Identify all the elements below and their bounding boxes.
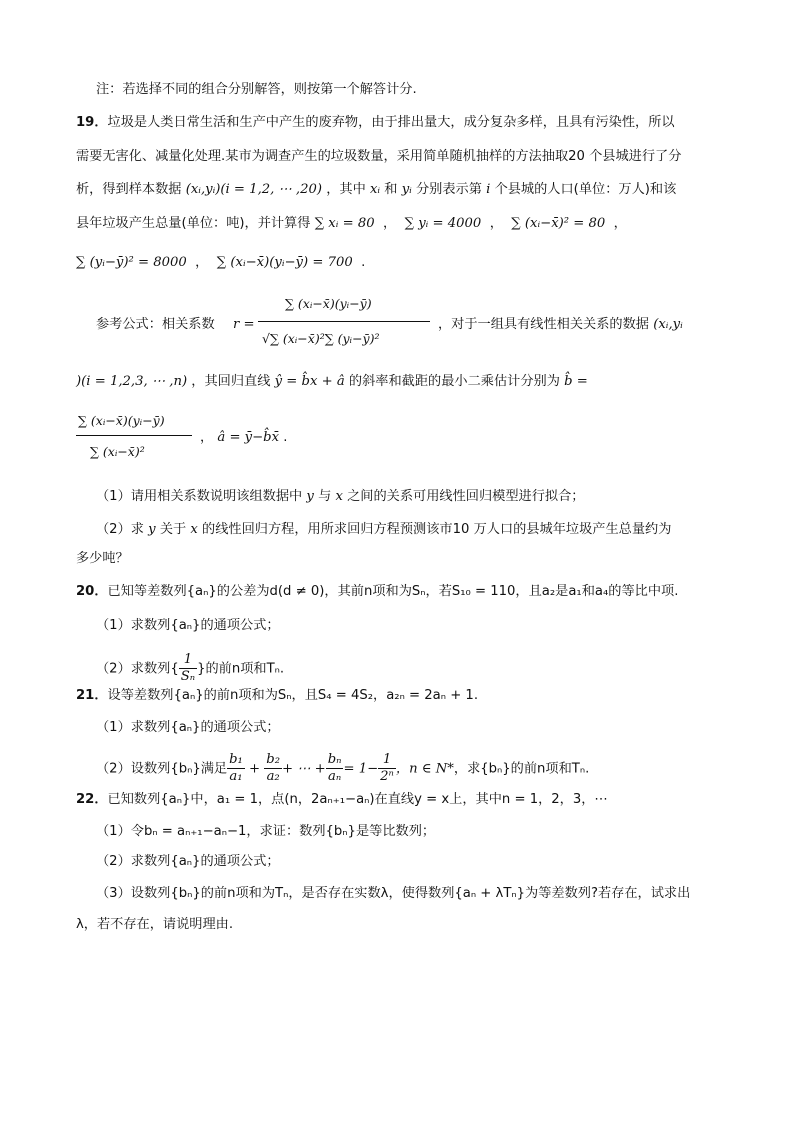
q20-frac-den: Sₙ bbox=[180, 669, 196, 684]
note-text: 注：若选择不同的组合分别解答，则按第一个解答计分. bbox=[96, 82, 417, 97]
reg-math-b: b̂ = bbox=[564, 374, 588, 389]
q21-part1: （1）求数列{aₙ}的通项公式； bbox=[96, 720, 280, 735]
a-hat-math: â = ȳ−b̂x̄ bbox=[217, 430, 280, 445]
q19-p1-x: x bbox=[335, 489, 343, 504]
q19-p1-a: （1）请用相关系数说明该组数据中 bbox=[96, 489, 303, 504]
q19-text-3e: 个县城的人口(单位：万人)和该 bbox=[494, 182, 677, 197]
question-22-number: 22． bbox=[76, 792, 108, 807]
q21-frac-2 bbox=[264, 752, 282, 785]
regression-line bbox=[76, 372, 588, 392]
q21-frac4-num: 1 bbox=[378, 752, 396, 769]
reg-text-c: 的斜率和截距的最小二乘估计分别为 bbox=[348, 374, 560, 389]
ref-formula-label: 参考公式：相关系数 bbox=[96, 317, 215, 332]
q19-sum-y: ∑ yᵢ = 4000 bbox=[404, 216, 482, 231]
q19-sum-yy: ∑ (yᵢ−ȳ)² = 8000 bbox=[76, 255, 187, 270]
q21-domain: ，n ∈ N* bbox=[395, 761, 454, 777]
q22-part3-cont: λ，若不存在，请说明理由. bbox=[76, 917, 234, 932]
q21-p2-c: ，求{bₙ}的前n项和Tₙ. bbox=[453, 761, 590, 777]
q19-text-3a: 析，得到样本数据 bbox=[76, 182, 182, 197]
ref-r-fraction-bar bbox=[258, 321, 430, 322]
b-hat-fraction-bar bbox=[76, 435, 192, 436]
q21-part2: （2）设数列{bₙ}满足 $\frac{\text{b₁}}{\text{a₁}}$ + $\frac{\text{b₂}}{\text{a₂}}$ + ⋯ + $\frac{\text{bₙ}}{\text{aₙ}}$ = 1− $\frac{1}{\text{2ⁿ}}$ ，n ∈ N*，求{bₙ}的前n项和Tₙ. bbox=[96, 752, 590, 784]
q22-part1: （1）令bₙ = aₙ₊₁−aₙ−1，求证：数列{bₙ}是等比数列； bbox=[96, 824, 436, 839]
reg-math-index: )(i = 1,2,3, ⋯ ,n) bbox=[76, 374, 188, 389]
q21-frac-1 bbox=[227, 752, 245, 785]
q19-p2-a: （2）求 bbox=[96, 522, 144, 537]
q19-text-2: 需要无害化、减量化处理.某市为调查产生的垃圾数量，采用简单随机抽样的方法抽取20 个县城进行了分 bbox=[76, 149, 682, 164]
q21-frac1-den: a₁ bbox=[229, 769, 243, 784]
q19-math-sample: (xᵢ,yᵢ)(i = 1,2, ⋯ ,20) bbox=[185, 182, 323, 197]
q19-text-3b: ，其中 bbox=[326, 182, 366, 197]
ref-r-symbol: r = bbox=[233, 317, 255, 332]
q20-frac-num: 1 bbox=[179, 652, 197, 669]
q19-p2-x: x bbox=[190, 522, 198, 537]
question-21-number: 21． bbox=[76, 688, 108, 703]
question-22 bbox=[76, 790, 608, 810]
question-19-number: 19． bbox=[76, 115, 108, 130]
q19-part2-cont: 多少吨？ bbox=[76, 551, 129, 566]
q19-math-x: xᵢ bbox=[370, 182, 381, 197]
q19-text-3c: 和 bbox=[384, 182, 398, 197]
question-20-number: 20． bbox=[76, 584, 108, 599]
q20-p2-a: （2）求数列{ bbox=[96, 661, 179, 677]
reg-text-b: ，其回归直线 bbox=[191, 374, 271, 389]
q21-frac4-den: 2ⁿ bbox=[380, 769, 394, 784]
reg-math-line: ŷ = b̂x + â bbox=[274, 374, 345, 389]
question-19-line3 bbox=[76, 180, 676, 200]
q20-fraction bbox=[179, 652, 197, 685]
q19-sum-x: ∑ xᵢ = 80 bbox=[314, 216, 375, 231]
q19-part2 bbox=[96, 520, 671, 540]
q21-frac-3 bbox=[326, 752, 344, 785]
ref-text-b: ，对于一组具有线性相关关系的数据 bbox=[438, 317, 649, 332]
question-20 bbox=[76, 582, 678, 602]
q20-p2-b: }的前n项和Tₙ. bbox=[197, 661, 285, 677]
question-19-line4: 县年垃圾产生总量(单位：吨)，并计算得 ∑ xᵢ = 80 ， ∑ yᵢ = 4000 ， ∑ (xᵢ−x̄)² = 80 ， bbox=[76, 216, 627, 231]
q22-part2: （2）求数列{aₙ}的通项公式； bbox=[96, 854, 280, 869]
a-hat-formula: ， â = ȳ−b̂x̄ . bbox=[200, 430, 288, 445]
question-22-text: 已知数列{aₙ}中，a₁ = 1，点(n，2aₙ₊₁−aₙ)在直线y = x上，其中n = 1，2，3，⋯ bbox=[107, 792, 608, 807]
question-21 bbox=[76, 686, 478, 706]
q19-text-1: 垃圾是人类日常生活和生产中产生的废弃物，由于排出量大，成分复杂多样，且具有污染性，所以 bbox=[107, 115, 675, 130]
ref-formula-text bbox=[438, 315, 683, 335]
q21-frac2-den: a₂ bbox=[266, 769, 280, 784]
q19-p2-c: 的线性回归方程，用所求回归方程预测该市10 万人口的县城年垃圾产生总量约为 bbox=[202, 522, 672, 537]
ref-r-numerator: ∑ (xᵢ−x̄)(yᵢ−ȳ) bbox=[285, 296, 372, 311]
q21-frac-4 bbox=[378, 752, 396, 785]
q22-part3: （3）设数列{bₙ}的前n项和为Tₙ，是否存在实数λ，使得数列{aₙ + λTₙ}为等差数列?若存在，试求出 bbox=[96, 886, 691, 901]
q21-frac2-num: b₂ bbox=[266, 752, 281, 767]
q21-eq: = 1− bbox=[343, 761, 379, 777]
q21-frac1-num: b₁ bbox=[229, 752, 243, 767]
q20-part1: （1）求数列{aₙ}的通项公式； bbox=[96, 618, 280, 633]
q19-part1 bbox=[96, 487, 584, 507]
q21-frac3-num: bₙ bbox=[327, 752, 342, 767]
question-21-text: 设等差数列{aₙ}的前n项和为Sₙ，且S₄ = 4S₂，a₂ₙ = 2aₙ + 1. bbox=[107, 688, 479, 703]
q19-math-i: i bbox=[486, 182, 491, 197]
q20-part2 bbox=[96, 652, 284, 685]
question-19-line1 bbox=[76, 113, 675, 133]
q19-math-y: yᵢ bbox=[401, 182, 412, 197]
q19-p2-y: y bbox=[148, 522, 156, 537]
q21-mid: + ⋯ + bbox=[282, 761, 326, 777]
b-hat-denominator: ∑ (xᵢ−x̄)² bbox=[90, 444, 145, 459]
q19-sum-xy: ∑ (xᵢ−x̄)(yᵢ−ȳ) = 700 bbox=[216, 255, 353, 270]
q19-text-3d: 分别表示第 bbox=[416, 182, 482, 197]
q19-p1-b: 与 bbox=[318, 489, 332, 504]
q19-text-4a: 县年垃圾产生总量(单位：吨)，并计算得 bbox=[76, 216, 311, 231]
q19-p1-y: y bbox=[306, 489, 314, 504]
question-20-text: 已知等差数列{aₙ}的公差为d(d ≠ 0)，其前n项和为Sₙ，若S₁₀ = 110，且a₂是a₁和a₄的等比中项. bbox=[107, 584, 679, 599]
q19-sum-xx: ∑ (xᵢ−x̄)² = 80 bbox=[511, 216, 606, 231]
ref-math-data: (xᵢ,yᵢ bbox=[653, 317, 683, 332]
q21-p2-a: （2）设数列{bₙ}满足 bbox=[96, 761, 228, 777]
q19-p2-b: 关于 bbox=[159, 522, 187, 537]
b-hat-numerator: ∑ (xᵢ−x̄)(yᵢ−ȳ) bbox=[78, 413, 165, 428]
q21-frac3-den: aₙ bbox=[327, 769, 342, 784]
ref-r-denominator: √∑ (xᵢ−x̄)²∑ (yᵢ−ȳ)² bbox=[262, 331, 380, 346]
q19-p1-c: 之间的关系可用线性回归模型进行拟合； bbox=[347, 489, 585, 504]
question-19-line5: ∑ (yᵢ−ȳ)² = 8000 ， ∑ (xᵢ−x̄)(yᵢ−ȳ) = 700 . bbox=[76, 255, 366, 270]
